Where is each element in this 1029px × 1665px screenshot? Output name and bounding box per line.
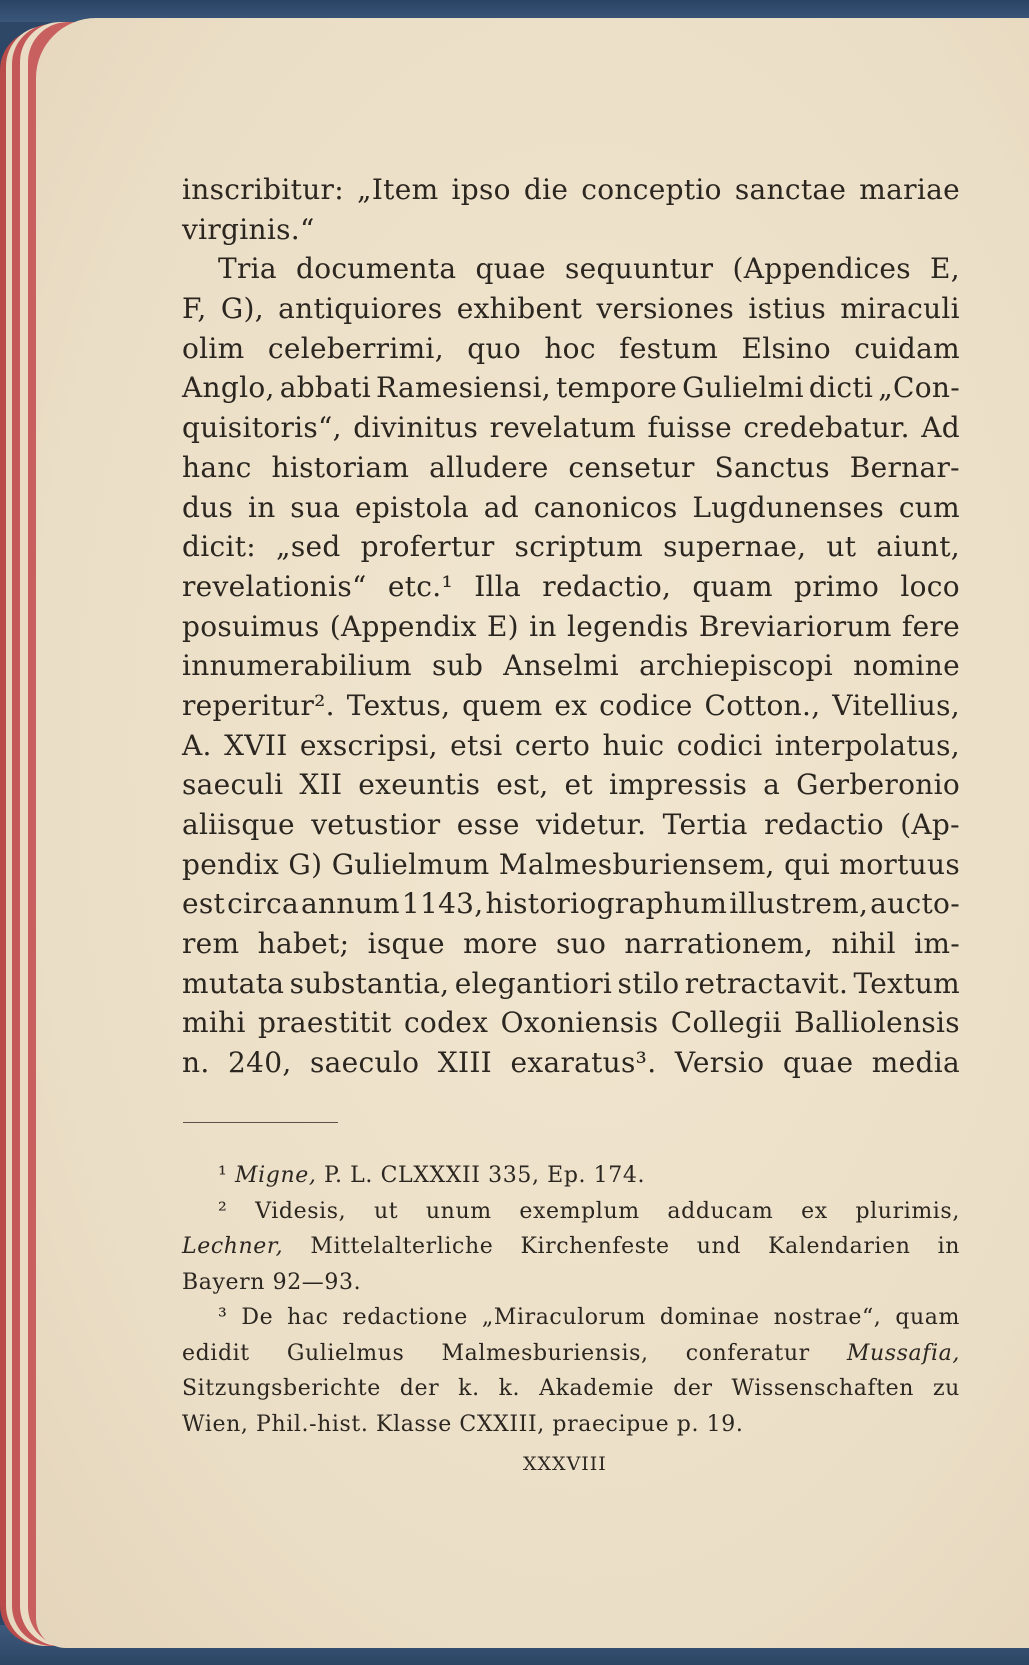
word: mariae (859, 173, 960, 206)
word: ex (801, 1198, 828, 1224)
word: exaratus³. (510, 1046, 657, 1080)
word: mutata (182, 966, 285, 1000)
word: „Miraculorum (481, 1305, 646, 1330)
footnotes (182, 1158, 960, 1442)
word: codici (676, 728, 763, 762)
word: quem (462, 688, 543, 722)
word: nihil (831, 927, 896, 961)
word: videtur. (536, 808, 647, 841)
page-number: XXXVIII (523, 1453, 607, 1475)
text-line (182, 368, 960, 408)
word: 240, (228, 1046, 292, 1080)
word: edidit (182, 1340, 250, 1366)
word: illustrem, (729, 887, 869, 921)
word: „Item (357, 173, 439, 206)
text-line (182, 726, 960, 766)
word: antiquiores (278, 292, 443, 326)
footnote-1 (182, 1158, 960, 1194)
word: hoc (544, 331, 596, 365)
word: ut (373, 1198, 399, 1224)
text-line (182, 170, 960, 210)
text-line: virginis.“ (182, 212, 315, 246)
word: Textus, (346, 688, 451, 722)
text-line (182, 249, 960, 289)
word: „Con- (878, 371, 960, 405)
word: ex (554, 688, 588, 722)
text-line (182, 329, 960, 369)
footnote-3-line (182, 1407, 960, 1443)
text-line (182, 924, 960, 964)
word: Collegii (670, 1006, 782, 1040)
word: abbati (279, 371, 371, 405)
word: ipso (451, 173, 511, 206)
word: sub (431, 649, 484, 683)
text-line (182, 845, 960, 885)
word: conferatur (685, 1340, 810, 1366)
word: plurimis, (855, 1198, 960, 1224)
word: profertur (360, 530, 495, 564)
word: Breviariorum (698, 609, 892, 643)
word: supernae, (663, 530, 807, 564)
word: censetur (568, 450, 695, 484)
word: media (871, 1046, 960, 1080)
word: Mittelalterliche (310, 1234, 494, 1259)
word: et (564, 768, 593, 802)
word: ² (218, 1198, 228, 1224)
word: (Appendices (732, 252, 911, 286)
word: versiones (596, 292, 735, 326)
word: etc.¹ (387, 569, 453, 603)
text-line (182, 1043, 960, 1083)
word: Ramesiensi, (375, 371, 551, 405)
word: redactio (764, 808, 884, 841)
word: retractavit. (684, 966, 849, 1000)
word: adducam (667, 1198, 774, 1224)
word: Akademie (539, 1376, 655, 1401)
word: redactione (342, 1305, 468, 1330)
word: mihi (182, 1006, 246, 1040)
word: in (247, 490, 276, 524)
word: dominae (659, 1305, 760, 1330)
word: A. (182, 728, 212, 762)
word: Bernar- (849, 450, 960, 484)
word: habet; (257, 927, 350, 961)
footnote-3-line (182, 1336, 960, 1372)
word: aliisque (182, 808, 295, 841)
word: Vitellius, (832, 688, 960, 722)
word: redactio, (542, 569, 672, 603)
word: saeculi (182, 768, 284, 802)
word: k. (458, 1376, 480, 1401)
word: sua (290, 490, 341, 524)
word: fere (901, 609, 960, 643)
footnote-mark: ¹ (218, 1163, 228, 1188)
word: alludere (429, 450, 549, 484)
word: archiepiscopi (639, 649, 834, 683)
footnote-2-line (182, 1194, 960, 1230)
word: certo (514, 728, 591, 762)
word: inscribitur: (182, 173, 344, 206)
word: in (529, 609, 557, 643)
word: XIII (437, 1046, 493, 1080)
word: E) (486, 609, 519, 643)
word: aucto- (870, 887, 960, 921)
text-line (182, 884, 960, 924)
word: hac (287, 1305, 329, 1330)
word: nomine (853, 649, 960, 683)
word: quisitoris“, (182, 411, 342, 445)
footnote-separator (183, 1122, 338, 1123)
word: posuimus (182, 609, 320, 643)
word: pendix (182, 847, 279, 881)
word: codex (403, 1006, 489, 1040)
word: exhibent (456, 292, 583, 326)
word: Cotton., (704, 688, 821, 722)
word: credebatur. (743, 411, 910, 445)
word: fuisse (647, 411, 732, 445)
word: XVII (224, 728, 288, 762)
word: Kirchenfeste (520, 1234, 670, 1259)
word: 1143, (401, 887, 484, 921)
footnote-3-line (182, 1300, 960, 1336)
text-line (182, 805, 960, 845)
word: saeculo (310, 1046, 420, 1080)
word: im- (914, 927, 960, 961)
word: Gulielmus (286, 1340, 405, 1366)
text-line (182, 408, 960, 448)
word: circa (227, 887, 299, 921)
word: n. (182, 1046, 210, 1080)
word: Textum (853, 966, 960, 1000)
word: Tertia (662, 808, 748, 841)
text-line (182, 765, 960, 805)
word: G) (288, 847, 323, 881)
word: loco (900, 569, 960, 603)
word: codice (599, 688, 693, 722)
word: etsi (450, 728, 503, 762)
word: hanc (182, 450, 252, 484)
word: G), (220, 292, 264, 326)
word: quae (782, 1046, 854, 1080)
body-text (182, 170, 960, 1083)
footnote-text: Wien, Phil.-hist. Klasse CXXIII, praecipue p. 19. (182, 1411, 744, 1437)
word: narrationem, (624, 927, 814, 961)
word: cum (898, 490, 960, 524)
word: Ad (921, 411, 960, 445)
word: ut (826, 530, 857, 564)
word: Sitzungsberichte (182, 1376, 381, 1401)
word: sanctae (734, 173, 847, 206)
footnote-author: Migne, (235, 1163, 317, 1188)
word: isque (367, 927, 445, 961)
word: miraculi (840, 292, 960, 326)
word: Gerberonio (796, 768, 960, 802)
word: Kalendarien (768, 1234, 911, 1259)
word: substantia, (289, 966, 450, 1000)
footnote-2-line (182, 1265, 960, 1301)
word: elegantiori (454, 966, 613, 1000)
word: (Ap- (900, 808, 960, 841)
word: (Appendix (329, 609, 477, 643)
word: Illa (474, 569, 522, 603)
footnote-author: Mussafia, (846, 1340, 960, 1366)
word: mortuus (839, 847, 960, 881)
word: Anglo, (182, 371, 275, 405)
word: istius (748, 292, 827, 326)
word: vetustior (311, 808, 441, 841)
word: historiographum (485, 887, 728, 921)
word: nostrae“, (773, 1305, 882, 1330)
word: Anselmi (503, 649, 620, 683)
word: stilo (617, 966, 680, 1000)
word: celeberrimi, (267, 331, 444, 365)
word: quam (692, 569, 773, 603)
word: olim (182, 331, 245, 365)
word: ad (483, 490, 519, 524)
word: scriptum (514, 530, 644, 564)
word: Wissenschaften (731, 1376, 915, 1401)
word: more (463, 927, 538, 961)
word: exscripsi, (299, 728, 438, 762)
word: Balliolensis (794, 1006, 960, 1040)
word: die (523, 173, 569, 206)
word: und (696, 1234, 742, 1259)
word: quae (475, 252, 546, 286)
word: impressis (608, 768, 748, 802)
word: der (399, 1376, 440, 1401)
word: Gulielmi (682, 371, 804, 405)
word: primo (794, 569, 880, 603)
footnote-1-content (218, 1158, 645, 1194)
word: in (937, 1234, 960, 1259)
footnote-text: Bayern 92—93. (182, 1269, 362, 1295)
word: est, (496, 768, 549, 802)
word: a (763, 768, 781, 802)
text-line (182, 488, 960, 528)
text-line (182, 1003, 960, 1043)
word: huic (602, 728, 665, 762)
text-line (182, 607, 960, 647)
word: qui (784, 847, 830, 881)
word: Gulielmum (331, 847, 490, 881)
word: innumerabilium (182, 649, 412, 683)
word: De (241, 1305, 274, 1330)
text-line (182, 964, 960, 1004)
word: Elsino (741, 331, 831, 365)
word: sequuntur (565, 252, 714, 286)
word: Malmesburiensis, (441, 1340, 649, 1366)
word: dicti (808, 371, 874, 405)
footnote-3-line (182, 1371, 960, 1407)
word: canonicos (533, 490, 678, 524)
word: cuidam (854, 331, 960, 365)
word: Sanctus (714, 450, 830, 484)
word: documenta (296, 252, 457, 286)
word: ³ (218, 1305, 228, 1330)
text-line (182, 686, 960, 726)
word: dicit: (182, 530, 257, 564)
word: Videsis, (255, 1198, 347, 1224)
word: festum (619, 331, 719, 365)
word: praestitit (258, 1006, 392, 1040)
word: annum (301, 887, 400, 921)
word: interpolatus, (774, 728, 960, 762)
word: suo (555, 927, 607, 961)
word: „sed (276, 530, 341, 564)
word: reperitur². (182, 688, 335, 722)
word: Oxoniensis (500, 1006, 659, 1040)
text-line (182, 527, 960, 567)
footnote-2-line (182, 1229, 960, 1265)
text-line (182, 289, 960, 329)
word: historiam (271, 450, 410, 484)
word: esse (456, 808, 520, 841)
word: Tria (218, 252, 277, 286)
word: Versio (674, 1046, 765, 1080)
word: exemplum (519, 1198, 640, 1224)
word: E, (930, 252, 960, 286)
text-line (182, 567, 960, 607)
word: est (182, 887, 226, 921)
word: conceptio (581, 173, 722, 206)
word: Malmesburiensem, (498, 847, 775, 881)
word: epistola (355, 490, 470, 524)
word: tempore (555, 371, 678, 405)
footnote-text: P. L. CLXXXII 335, Ep. 174. (324, 1163, 646, 1188)
word: rem (182, 927, 240, 961)
text-line (182, 646, 960, 686)
word: Lugdunenses (692, 490, 885, 524)
word: divinitus (353, 411, 479, 445)
word: zu (932, 1376, 960, 1401)
text-line (182, 448, 960, 488)
word: exeuntis (358, 768, 481, 802)
word: k. (498, 1376, 521, 1401)
word: aiunt, (876, 530, 960, 564)
word: legendis (566, 609, 689, 643)
word: unum (425, 1198, 492, 1224)
word: revelationis“ (182, 569, 367, 603)
word: revelatum (489, 411, 637, 445)
word: quam (895, 1305, 960, 1330)
word: XII (299, 768, 343, 802)
footnote-author: Lechner, (182, 1234, 284, 1259)
word: dus (182, 490, 234, 524)
word: quo (467, 331, 521, 365)
word: F, (182, 292, 207, 326)
word: der (673, 1376, 713, 1401)
